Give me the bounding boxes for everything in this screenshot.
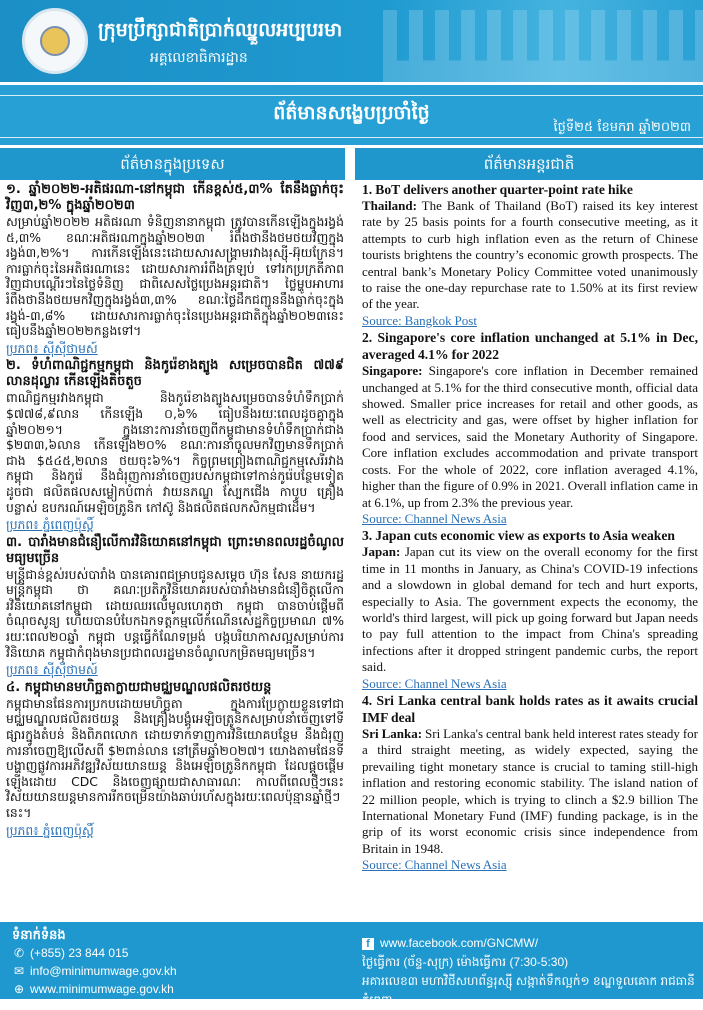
news-body: សម្រាប់ឆ្នាំ២០២២ អតិផរណា ទំនិញនានាកម្ពុជា ត្រូវបានកើនឡើងក្នុងរង្វង់ ៥,៣% ខណៈអតិផរណាក្នុងឆ្នាំ២០២៣ រំពឹងថានឹងថមថយវិញក្នុងរង្វង់៣,២%។ ការកើនឡើងនេះដោយសារសង្គ្រាមរវាងរុស្ស៊ី-អ៊ុយក្រែន។ ការធ្លាក់ចុះនៃអតិផរណានេះ ដោយសារការរំពឹងត្រឡប់ ទៅរកប្រក្រតីភាពវិញជាបណ្ដើរៗនៃថ្លៃទំនិញ ជាពិសេសថ្លៃប្រេងអន្តរជាតិ។ ថ្លៃម្ហូបអាហាររំពឹងថានឹងថយមកវិញក្នុងរង្វង់៣,៣% ខណៈថ្លៃដឹកជញ្ជូននឹងធ្លាក់ចុះក្នុងរង្វង់-៣,៨% ដោយសារការធ្លាក់ចុះនៃប្រេងអន្តរជាតិក្នុងឆ្នាំ២០២៣នេះ ធៀបនឹងឆ្នាំ២០២២កន្លងទៅ។ [6,214,344,339]
news-source-link[interactable]: Source: Channel News Asia [362,510,507,526]
news-title: 4. Sri Lanka central bank holds rates as it awaits crucial IMF deal [362,692,698,725]
news-source-link[interactable]: ប្រភព៖ ស៊ីស៊ីថាមស៍ [6,662,98,678]
news-title: 3. Japan cuts economic view as exports to Asia weaken [362,528,675,544]
news-source-link[interactable]: Source: Bangkok Post [362,312,477,328]
news-body: Singapore's core inflation in December remained unchanged at 5.1% for the third consecutive month, official data showed. Smaller price increases for retail and other goods, as well as electricity and gas, were offset by higher inflation for food and services, said the Monetary Authority of Singapore. Core inflation excludes accommodation and private transport costs. For the whole of 2022, core inflation averaged 4.1%, higher than the figure of 0.9% in 2021. Overall inflation came in at 6.1%, up from 2.3% the previous year. [362,363,698,510]
international-news-column [362,181,698,874]
newsletter-title: ព័ត៌មានសង្ខេបប្រចាំថ្ងៃ [273,102,430,124]
news-item [362,692,698,874]
news-item [362,527,698,692]
news-source-link[interactable]: ប្រភព៖ ភ្នំពេញប៉ុស្ដិ៍ [6,517,94,533]
issue-date: ថ្ងៃទី២៥ ខែមករា ឆ្នាំ២០២៣ [553,120,691,135]
news-source-link[interactable]: ប្រភព៖ ភ្នំពេញប៉ុស្ដិ៍ [6,822,94,838]
news-title: ២. ទំហំពាណិជ្ជកម្មកម្ពុជា និងកូរ៉េខាងត្បូង សម្រេចបានជិត ៧៧៩ លានដុល្លារ កើនឡើងតិចតួច [6,358,344,390]
news-source-link[interactable]: Source: Channel News Asia [362,675,507,691]
news-source-link[interactable]: Source: Channel News Asia [362,857,507,873]
organization-name: ក្រុមប្រឹក្សាជាតិប្រាក់ឈ្នួលអប្បបរមា [98,19,343,41]
news-country: Thailand: [362,198,417,213]
skyline-illustration [383,10,703,82]
facebook-link[interactable]: f www.facebook.com/GNCMW/ [362,934,703,953]
news-source-link[interactable]: ប្រភព៖ ស៊ីស៊ីថាមស៍ [6,340,98,356]
website-link[interactable]: ⊕ www.minimumwage.gov.kh [13,982,174,996]
header-banner [0,0,703,82]
news-title: 1. BoT delivers another quarter-point rate hike [362,182,633,197]
contact-label: ទំនាក់ទំនង [12,927,66,942]
news-country: Sri Lanka: [362,725,423,741]
phone-icon: ✆ [13,946,25,960]
news-body: Sri Lanka's central bank held interest rates steady for a third straight meeting, as widely expected, saying the prevailing tight monetary stance is crucial to taming still-high inflation and restoring economic stability. The island nation of 22 million people, which is trying to clinch a $2.9 billion The International Monetary Fund (IMF) funding package, is in the grip of its worst economic crisis since independence from Britain in 1948. [362,725,698,856]
news-body: Japan cut its view on the overall economy for the first time in 11 months in January, as China's COVID-19 infections and a slowdown in global demand for tech and hurt exports, especially to Asia. The government expects the economy, the world's third largest, will pick up going forward but Japan needs to pay full attention to the impact from China's spreading infections after it dropped stringent pandemic curbs, the report said. [362,544,698,675]
phone-contact[interactable]: ✆ (+855) 23 844 015 [13,946,129,960]
news-country: Singapore: [362,363,423,379]
news-body: កម្ពុជាមានផែនការប្រកបដោយមហិច្ឆតា ក្នុងការប្រែក្លាយខ្លួនទៅជាមជ្ឈមណ្ឌលផលិតរថយន្ត និងគ្រឿងបង្គុំអេឡិចត្រូនិកសម្រាប់នាំចេញទៅទីផ្សារក្នុងតំបន់ និងពិភពលោក ដោយទាក់ទាញការវិនិយោគបន្ថែម នឹងជំរុញការនាំចេញឱ្យលើសពី $២ពាន់លាន នៅត្រឹមឆ្នាំ២០២៧។ យោងតាមផែនទីបង្ហាញផ្លូវការអភិវឌ្ឍវិស័យយានយន្ត និងអេឡិចត្រូនិកកម្ពុជា ដែលផ្ដួចផ្ដើមឡើងដោយ CDC និងចេញផ្សាយជាសាធារណៈ កាលពីពេលថ្មីៗនេះ វិស័យយានយន្តមានការរីកចម្រើនយ៉ាងឆាប់រហ័សក្នុងរយៈពេលប៉ុន្មានឆ្នាំថ្មីៗនេះ។ [6,695,344,820]
domestic-news-header: ព័ត៌មានក្នុងប្រទេស [0,148,345,180]
department-name: អគ្គលេខាធិការដ្ឋាន [150,50,248,66]
organization-logo [22,8,88,74]
news-item [6,535,344,678]
news-item [362,329,698,527]
news-item [6,182,344,356]
news-body: មន្ត្រីជាន់ខ្ពស់របស់បារាំង បានគោរពជម្រាបជូនសម្ដេច ហ៊ុន សែន នាយករដ្ឋមន្ត្រីកម្ពុជា ថា គណៈប្រតិភូវិនិយោគរបស់បារាំងមានជំនឿចិត្តលើការវិនិយោគនៅកម្ពុជា ដោយឈរលើមូលហេតុថា កម្ពុជា បានចាប់ផ្ដើមពីចំណុចសូន្យ ហើយបានបំបែកឯកទត្តកម្មលើកំណើនសេដ្ឋកិច្ចប្រមាណ ៧% រយៈពេល២០ឆ្នាំ កម្ពុជា បន្តធ្វើកំណែទម្រង់ បង្កបរិយាកាសល្អសម្រាប់ការវិនិយោគ កម្ពុជាកំពុងមានប្រជាពលរដ្ឋមានចំណូលកម្រិតមធ្យមច្រើន។ [6,566,344,660]
facebook-icon: f [362,938,374,950]
news-title: ៤. កម្ពុជាមានមហិច្ឆតាក្លាយជាមជ្ឈមណ្ឌលផលិតរថយន្ត [6,679,272,695]
office-address: អគារលេខ៣ មហាវិថីសហព័ន្ធរុស្ស៊ី សង្កាត់ទឹកល្អក់១ ខណ្ឌទួលគោក រាជធានីភ្នំពេញ [362,974,695,1007]
news-item [362,181,698,329]
news-title: 2. Singapore's core inflation unchanged at 5.1% in Dec, averaged 4.1% for 2022 [362,330,698,363]
international-news-header: ព័ត៌មានអន្តរជាតិ [355,148,703,180]
footer [0,922,703,1007]
news-body: ពាណិជ្ជកម្មរវាងកម្ពុជា និងកូរ៉េខាងត្បូងសម្រេចបានទំហំទឹកប្រាក់ $៧៧៨,៩លាន កើនឡើង ០,៦% ធៀបនឹងរយៈពេលដូចគ្នាក្នុងឆ្នាំ២០២១។ ក្នុងនោះការនាំចេញពីកម្ពុជាមានទំហំទឹកប្រាក់ជាង $២៣៣,៦លាន កើនឡើង២០% ខណៈការនាំចូលមកវិញមានទឹកប្រាក់ជាង $៥៤៥,២លាន ថយចុះ៦%។ កិច្ចព្រមព្រៀងពាណិជ្ជកម្មសេរីរវាងកម្ពុជា និងកូរ៉េ នឹងជំរុញការនាំចេញរបស់កម្ពុជាទៅកាន់កូរ៉េបន្ថែមទៀត ដូចជា ផលិតផលសម្លៀកបំពាក់ វាយនភណ្ឌ ស្បែកជើង កាបូប គ្រឿងបន្លាស់ ឧបករណ៍អេឡិចត្រូនិក កៅស៊ូ និងផលិតផលកសិកម្មជាដើម។ [6,390,344,515]
news-body: The Bank of Thailand (BoT) raised its key interest rate by 25 basis points for a fourth consecutive meeting, as it attempts to curb high inflation even as the return of Chinese tourists brightens the country’s economic growth prospects. The central bank’s Monetary Policy Committee voted unanimously to raise the one-day repurchase rate to 1.50% at its first review of the year. [362,198,698,312]
globe-icon: ⊕ [13,982,25,996]
title-band [0,85,703,145]
domestic-news-column [6,182,344,840]
news-title: ១. ឆ្នាំ២០២២-អតិផរណា-នៅកម្ពុជា កើនខ្ពស់៥,៣% តែនឹងធ្លាក់ចុះវិញ៣,២% ក្នុងឆ្នាំ២០២៣ [6,182,344,213]
news-country: Japan: [362,544,401,560]
news-title: ៣. បារាំងមានជំនឿលើការវិនិយោគនៅកម្ពុជា ព្រោះមានពលរដ្ឋចំណូលមធ្យមច្រើន [6,534,344,566]
email-icon: ✉ [13,964,25,978]
working-hours: ថ្ងៃធ្វើការ (ច័ន្ទ-សុក្រ) ម៉ោងធ្វើការ (7:30-5:30) [362,955,569,969]
news-item [6,680,344,838]
news-item [6,358,344,532]
email-contact[interactable]: ✉ info@minimumwage.gov.kh [13,964,177,978]
